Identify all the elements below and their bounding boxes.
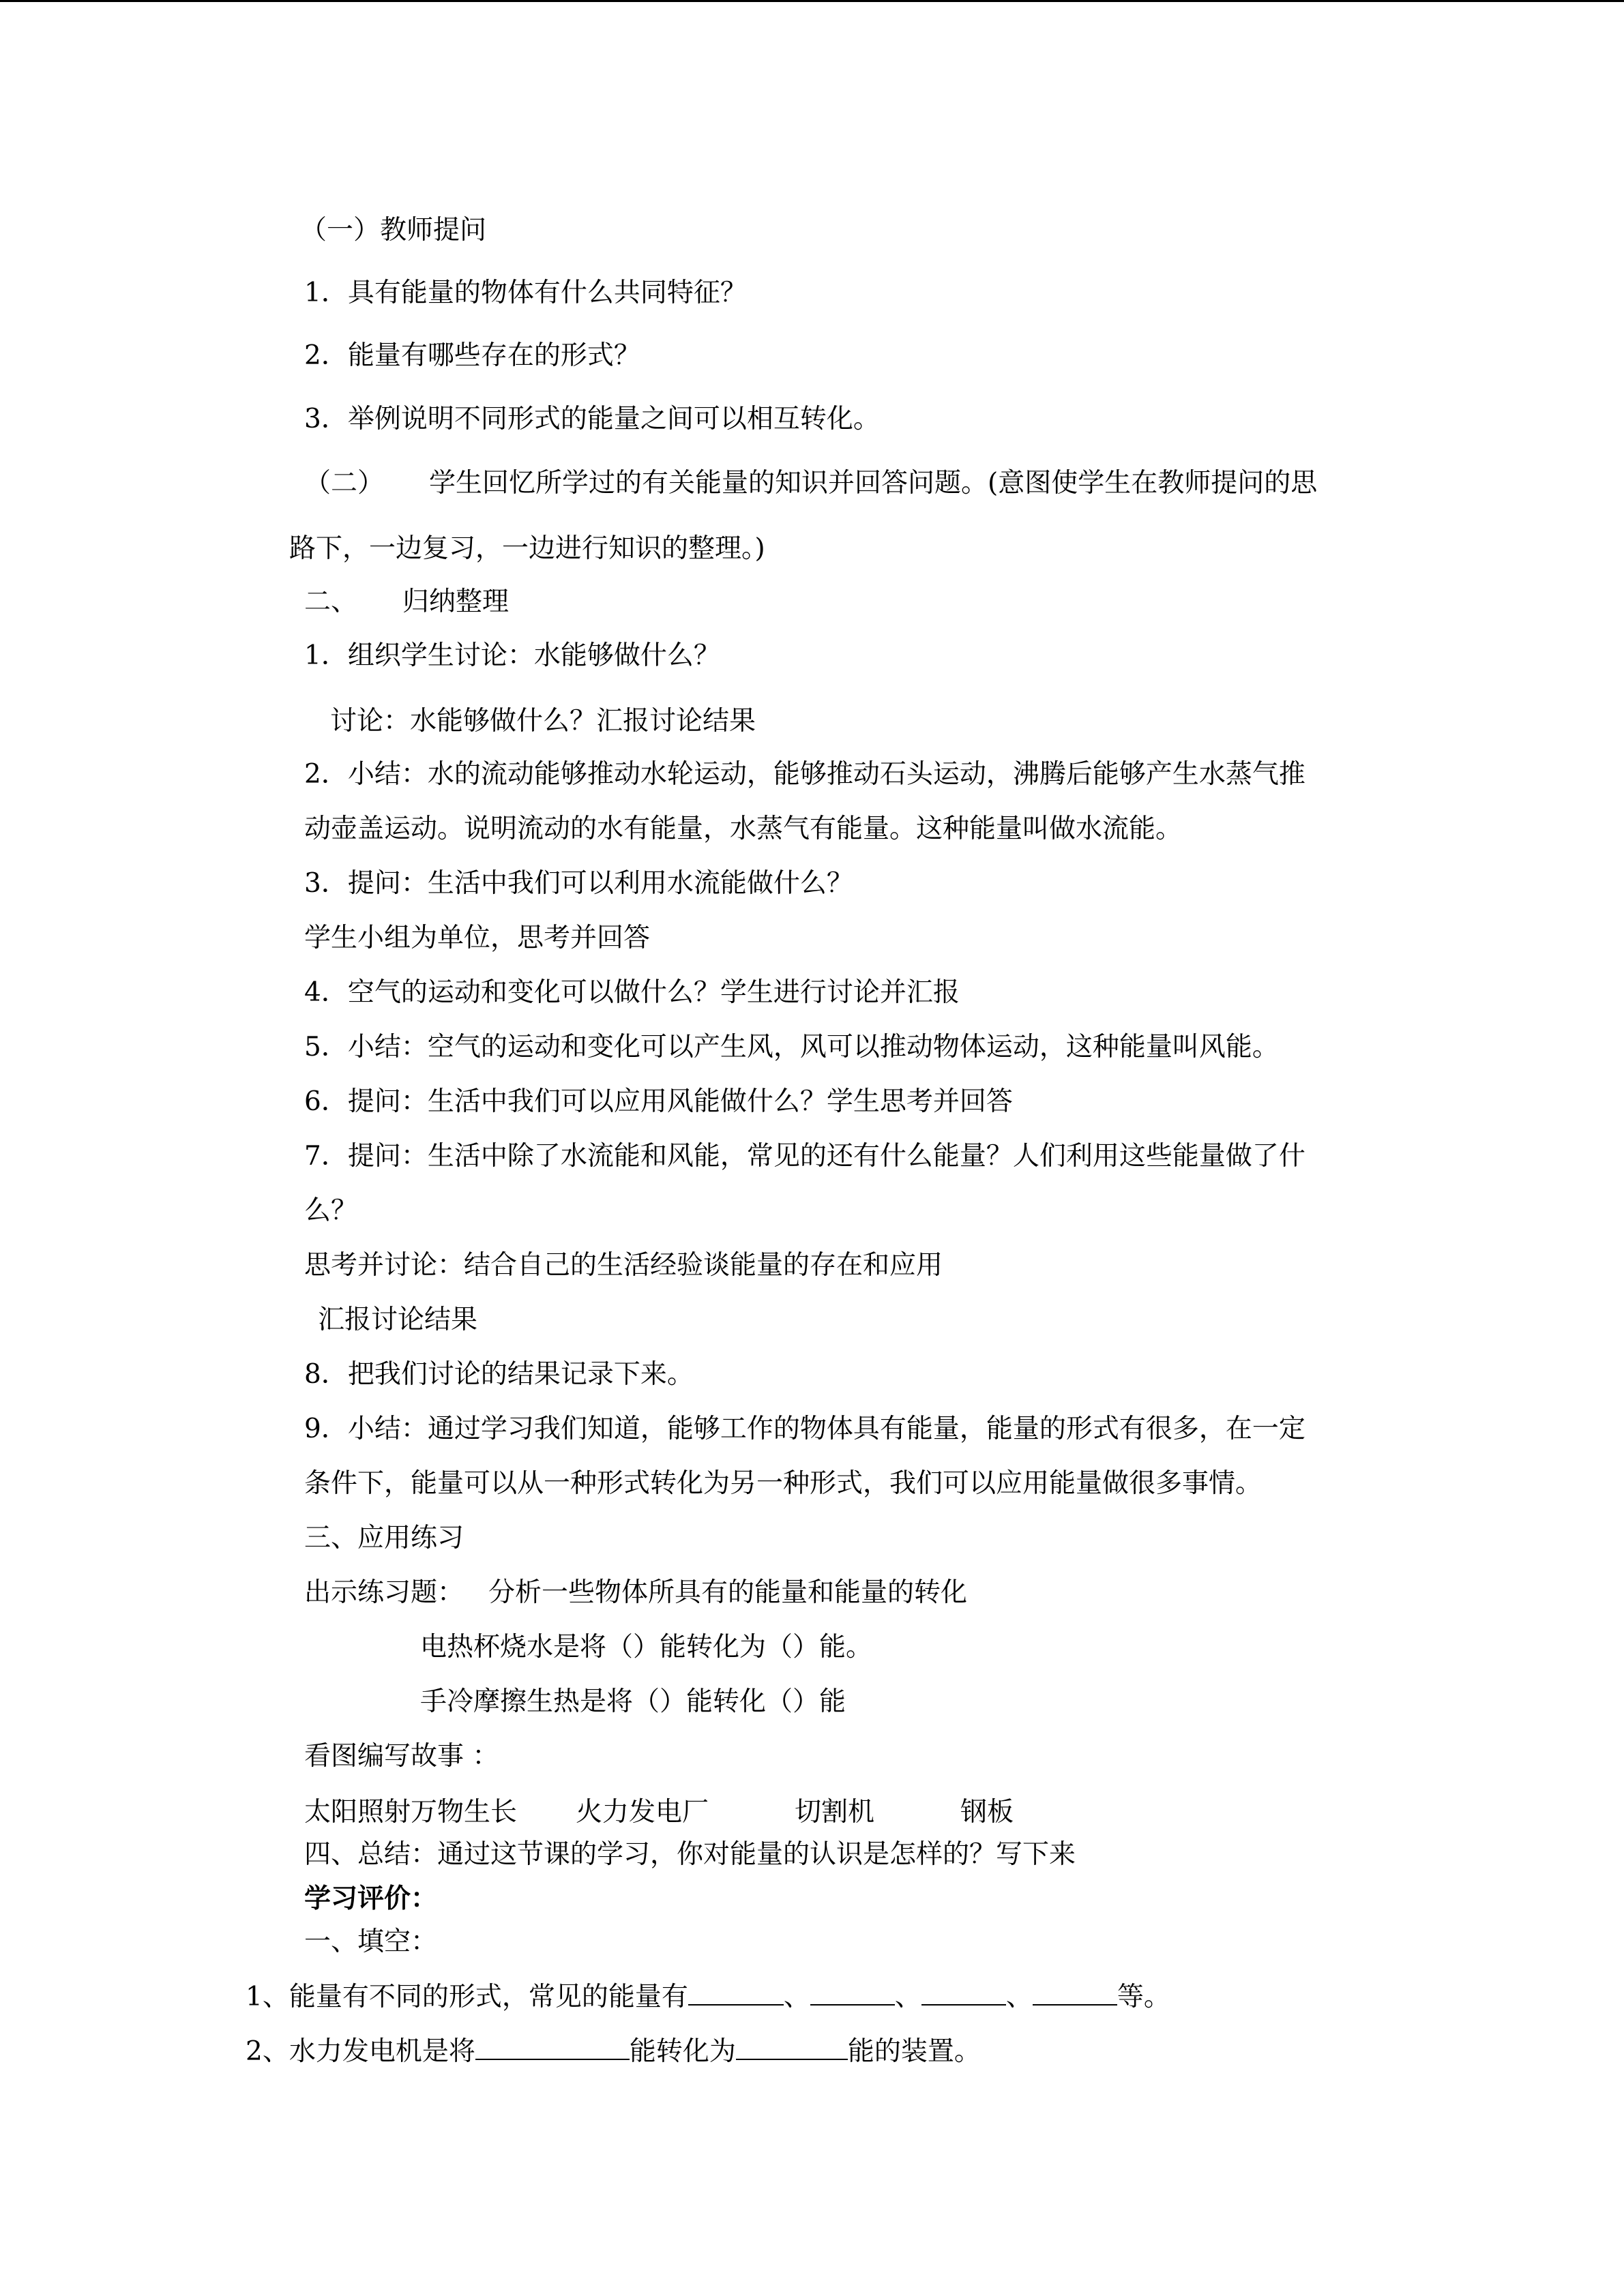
- practice-prompt-text: 分析一些物体所具有的能量和能量的转化: [488, 1577, 968, 1608]
- summary-line-5: 3．提问：生活中我们可以利用水流能做什么？: [304, 868, 853, 899]
- story-heading: 看图编写故事 ：: [304, 1741, 499, 1772]
- summary-line-15: 9．小结：通过学习我们知道，能够工作的物体具有能量，能量的形式有很多，在一定: [304, 1414, 1305, 1444]
- summary-line-1: 1．组织学生讨论：水能够做什么？: [304, 640, 720, 671]
- summary-line-13: 汇报讨论结果: [318, 1304, 478, 1335]
- teacher-question-2: 2．能量有哪些存在的形式？: [304, 340, 640, 371]
- evaluation-title: 学习评价：: [304, 1883, 438, 1914]
- fill-q2-prefix: 2、水力发电机是将: [246, 2036, 475, 2067]
- summary-line-9: 6．提问：生活中我们可以应用风能做什么？学生思考并回答: [304, 1086, 1013, 1117]
- fill-q1-separator: 、: [783, 1982, 810, 2012]
- teacher-questions-heading: （一）教师提问: [300, 215, 487, 245]
- summary-heading: [304, 586, 509, 618]
- story-item-2: 火力发电厂: [576, 1797, 709, 1828]
- fill-q1-separator: 、: [894, 1982, 921, 2012]
- practice-exercise-2: 手冷摩擦生热是将（）能转化（）能: [420, 1686, 846, 1717]
- summary-line-10: 7．提问：生活中除了水流能和风能，常见的还有什么能量？人们利用这些能量做了什: [304, 1141, 1305, 1172]
- fill-q1-separator: 、: [1005, 1982, 1033, 2012]
- summary-line-2: 讨论：水能够做什么？汇报讨论结果: [330, 706, 756, 736]
- summary-line-12: 思考并讨论：结合自己的生活经验谈能量的存在和应用: [304, 1250, 943, 1281]
- summary-line-8: 5．小结：空气的运动和变化可以产生风，风可以推动物体运动，这种能量叫风能。: [304, 1032, 1279, 1062]
- summary-line-16: 条件下，能量可以从一种形式转化为另一种形式，我们可以应用能量做很多事情。: [304, 1468, 1263, 1499]
- fill-q2-middle: 能转化为: [629, 2036, 736, 2067]
- student-recall-line-2: 路下，一边复习，一边进行知识的整理。): [289, 533, 765, 564]
- summary-line-14: 8．把我们讨论的结果记录下来。: [304, 1359, 694, 1390]
- practice-heading: 三、应用练习: [304, 1523, 464, 1553]
- fill-blank[interactable]: [475, 2036, 630, 2060]
- fill-blank[interactable]: [1033, 1981, 1117, 2006]
- story-item-3: 切割机: [795, 1797, 875, 1828]
- fill-q1-suffix: 等。: [1117, 1982, 1170, 2012]
- student-recall-label: （二）: [304, 468, 385, 498]
- teacher-question-3: 3．举例说明不同形式的能量之间可以相互转化。: [304, 404, 880, 434]
- teacher-question-1: 1．具有能量的物体有什么共同特征？: [304, 278, 747, 308]
- summary-label: 二、: [304, 586, 358, 617]
- fill-blank[interactable]: [688, 1981, 784, 2006]
- summary-line-7: 4．空气的运动和变化可以做什么？学生进行讨论并汇报: [304, 977, 960, 1008]
- summary-line-11: 么？: [304, 1195, 358, 1226]
- fill-blank[interactable]: [736, 2036, 848, 2060]
- fill-blank[interactable]: [810, 1981, 895, 2006]
- conclusion: 四、总结：通过这节课的学习，你对能量的认识是怎样的？写下来: [304, 1839, 1076, 1870]
- practice-prompt: [304, 1577, 967, 1609]
- fill-blank[interactable]: [921, 1981, 1006, 2006]
- student-recall-text: 学生回忆所学过的有关能量的知识并回答问题。(意图使学生在教师提问的思: [429, 468, 1318, 498]
- summary-line-3: 2．小结：水的流动能够推动水轮运动，能够推动石头运动，沸腾后能够产生水蒸气推: [304, 759, 1305, 790]
- fill-q2-suffix: 能的装置。: [847, 2036, 981, 2067]
- fill-heading: 一、填空：: [304, 1926, 438, 1957]
- summary-line-4: 动壶盖运动。说明流动的水有能量，水蒸气有能量。这种能量叫做水流能。: [304, 814, 1183, 844]
- fill-q1-prefix: 1、能量有不同的形式，常见的能量有: [246, 1982, 688, 2012]
- student-recall-line-1: [304, 468, 1317, 499]
- practice-prompt-label: 出示练习题：: [304, 1577, 464, 1608]
- story-item-4: 钢板: [960, 1797, 1014, 1828]
- story-item-1: 太阳照射万物生长: [304, 1797, 518, 1828]
- story-items: [304, 1797, 1014, 1828]
- summary-title: 归纳整理: [402, 586, 510, 617]
- fill-question-2: [246, 2036, 981, 2068]
- summary-line-6: 学生小组为单位，思考并回答: [304, 923, 651, 953]
- practice-exercise-1: 电热杯烧水是将（）能转化为（）能。: [420, 1632, 873, 1663]
- fill-question-1: [246, 1981, 1170, 2013]
